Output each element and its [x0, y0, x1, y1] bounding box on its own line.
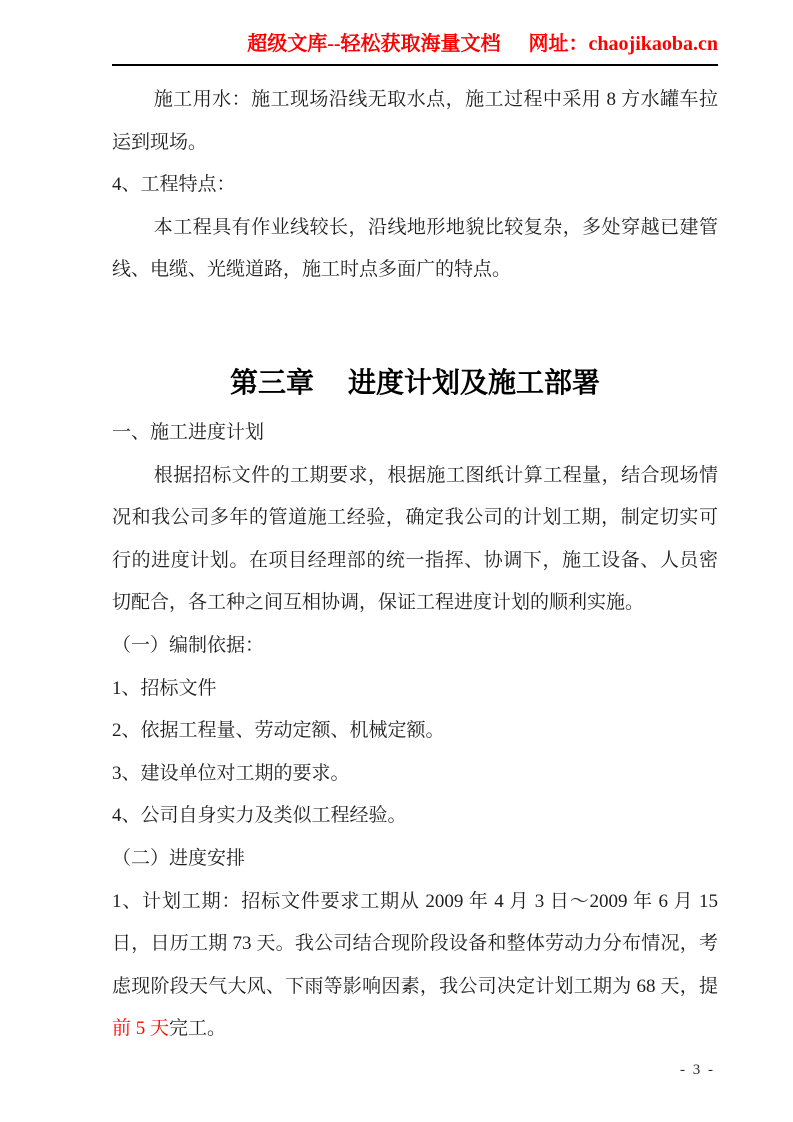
text-run: 4、工程特点： [112, 174, 236, 196]
document-body [112, 79, 718, 1051]
header-url-link[interactable]: chaojikaoba.cn [588, 33, 718, 55]
text-run: 完工。 [169, 1018, 227, 1040]
text-run: 4、公司自身实力及类似工程经验。 [112, 805, 407, 827]
paragraph [112, 455, 718, 625]
text-run: 施工用水：施工现场沿线无取水点，施工过程中采用 8 方水罐车拉运到现场。 [112, 89, 718, 153]
text-run: （一）编制依据： [112, 634, 265, 656]
highlighted-text: 前 5 天 [112, 1018, 170, 1040]
text-run: 1、计划工期：招标文件要求工期从 2009 年 4 月 3 日～2009 年 6 月 15 日，日历工期 73 天。我公司结合现阶段设备和整体劳动力分布情况，考虑现阶段天气大风、下雨等影响因素，我公司决定计划工期为 68 天，提 [112, 890, 718, 997]
paragraph [112, 412, 718, 455]
paragraph [112, 79, 718, 164]
paragraph [112, 625, 718, 668]
header-url-label: 网址： [528, 33, 589, 55]
header-url-group [529, 33, 718, 55]
paragraph [112, 753, 718, 796]
chapter-title: 进度计划及施工部署 [348, 366, 601, 398]
text-run: 根据招标文件的工期要求，根据施工图纸计算工程量，结合现场情况和我公司多年的管道施工经验，确定我公司的计划工期，制定切实可行的进度计划。在项目经理部的统一指挥、协调下，施工设备、人员密切配合，各工种之间互相协调，保证工程进度计划的顺利实施。 [112, 464, 718, 614]
paragraph [112, 164, 718, 207]
page-footer [680, 1060, 715, 1080]
text-run: 1、招标文件 [112, 677, 217, 699]
text-run: 一、施工进度计划 [112, 421, 265, 443]
text-run: 2、依据工程量、劳动定额、机械定额。 [112, 720, 445, 742]
header-site-name: 超级文库--轻松获取海量文档 [247, 33, 501, 55]
chapter-number: 第三章 [229, 366, 314, 398]
paragraph [112, 710, 718, 753]
text-run: 3、建设单位对工期的要求。 [112, 762, 350, 784]
paragraph [112, 668, 718, 711]
paragraph [112, 207, 718, 292]
text-run: 本工程具有作业线较长，沿线地形地貌比较复杂，多处穿越已建管线、电缆、光缆道路，施工时点多面广的特点。 [112, 216, 718, 281]
page-header [112, 31, 718, 57]
header-divider-line [112, 64, 718, 66]
page-number: - 3 - [680, 1062, 715, 1078]
chapter-heading [112, 360, 718, 406]
text-run: （二）进度安排 [112, 847, 246, 869]
paragraph [112, 838, 718, 881]
paragraph [112, 795, 718, 838]
paragraph [112, 881, 718, 1051]
